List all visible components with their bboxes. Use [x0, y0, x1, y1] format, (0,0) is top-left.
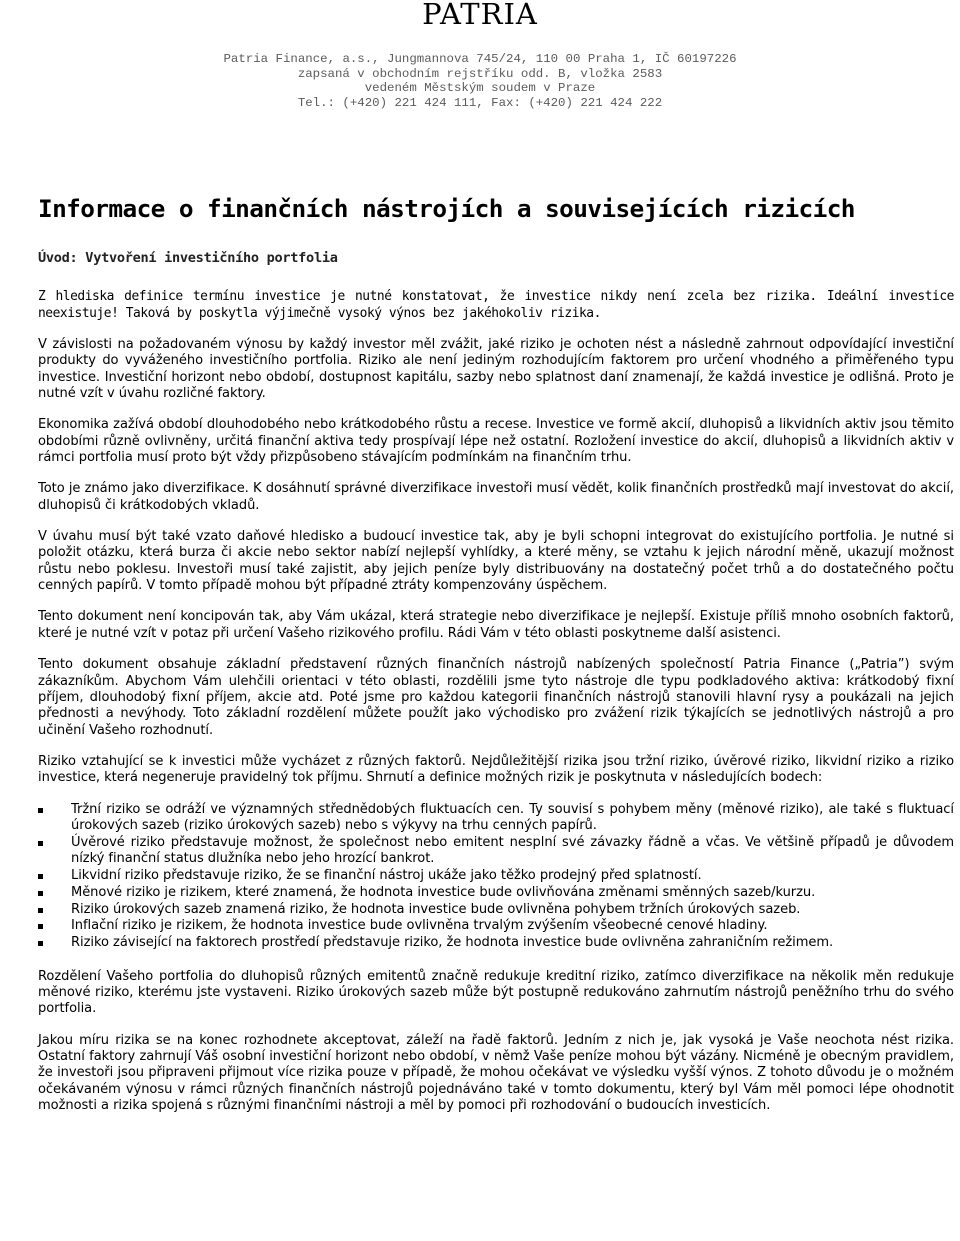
risk-list-item	[38, 802, 954, 835]
body-paragraph: V závislosti na požadovaném výnosu by každý investor měl zvážit, jaké riziko je ochoten nést a následně zahrnout odpovídající investiční produkty do vyváženého investičního portfolia. Riziko ale není jediným rozhodujícím faktorem pro určení vhodného a přiměřeného typu investice. Investiční horizont nebo období, dostupnost kapitálu, sazby nebo splatnost daní znamenají, že každá investice je odlišná. Proto je nutné vzít v úvahu rozličné faktory.	[38, 337, 954, 402]
company-line: Patria Finance, a.s., Jungmannova 745/24, 110 00 Praha 1, IČ 60197226	[223, 52, 737, 66]
risk-list-text: Tržní riziko se odráží ve významných střednědobých fluktuacích cen. Ty souvisí s pohybem měny (měnové riziko), ale také s fluktuací úrokových sazeb (riziko úrokových sazeb) nebo s výkyvy na trhu cenných papírů.	[71, 801, 954, 833]
bullet-square-icon	[38, 924, 43, 929]
closing-paragraph: Jakou míru rizika se na konec rozhodnete akceptovat, záleží na řadě faktorů. Jedním z nich je, jak vysoká je Vaše neochota nést rizika. Ostatní faktory zahrnují Váš osobní investiční horizont nebo období, v němž Vaše peníze mohou být vázány. Nicméně je obecným pravidlem, že investoři jsou připraveni přijmout více rizika pouze v případě, že mohou očekávat ve výsledku vyšší výnos. Z tohoto důvodu je o možném očekávaném výnosu v rámci různých finančních nástrojů pojednáváno také v tomto dokumentu, který byl Vám měl pomoci lépe ohodnotit možnosti a rizika spojená s různými finančními nástroji a měl by pomoci při rozhodování o budoucích investicích.	[38, 1032, 954, 1114]
risk-list-text: Likvidní riziko představuje riziko, že se finanční nástroj ukáže jako těžko prodejný před splatností.	[71, 867, 702, 883]
document-title: Informace o finančních nástrojích a souvisejících rizicích	[38, 194, 855, 223]
risk-list-item	[38, 902, 954, 918]
body-paragraph: Toto je známo jako diverzifikace. K dosáhnutí správné diverzifikace investoři musí vědět, kolik finančních prostředků mají investovat do akcií, dluhopisů či krátkodobých vkladů.	[38, 481, 954, 513]
body-paragraph: Tento dokument obsahuje základní představení různých finančních nástrojů nabízených společností Patria Finance („Patria”) svým zákazníkům. Abychom Vám ulehčili orientaci v této oblasti, rozdělili jsme tyto nástroje dle typu podkladového aktiva: krátkodobý fixní příjem, dlouhodobý fixní příjem, akcie atd. Poté jsme pro každou kategorii finančních nástrojů stanovili hlavní rysy a poukázali na jejich přednosti a nevýhody. Toto základní rozdělení můžete použít jako východisko pro zvážení rizik týkajících se jednotlivých nástrojů a pro učinění Vašeho rozhodnutí.	[38, 657, 954, 738]
body-paragraph: Tento dokument není koncipován tak, aby Vám ukázal, která strategie nebo diverzifikace je nejlepší. Existuje příliš mnoho osobních faktorů, které je nutné vzít v potaz při určení Vašeho rizikového profilu. Rádi Vám v této oblasti poskytneme další asistenci.	[38, 609, 954, 641]
risk-list-item	[38, 885, 954, 901]
risk-list	[38, 802, 954, 952]
body-paragraph: Riziko vztahující se k investici může vycházet z různých faktorů. Nejdůležitější rizika jsou tržní riziko, úvěrové riziko, likvidní riziko a riziko investice, která negeneruje pravidelný tok příjmu. Shrnutí a definice možných rizik je poskytnuta v následujících bodech:	[38, 753, 954, 786]
risk-list-text: Riziko závisející na faktorech prostředí představuje riziko, že hodnota investice bude ovlivněna zahraničním režimem.	[71, 935, 834, 951]
bullet-square-icon	[38, 908, 43, 913]
risk-list-item	[38, 935, 954, 951]
risk-list-text: Inflační riziko je rizikem, že hodnota investice bude ovlivněna trvalým zvýšením všeobecné cenové hladiny.	[71, 918, 768, 934]
company-info	[0, 52, 960, 110]
company-line: zapsaná v obchodním rejstříku odd. B, vložka 2583	[297, 66, 663, 81]
company-line: vedeném Městským soudem v Praze	[364, 81, 596, 95]
company-logo: PATRIA	[422, 0, 538, 31]
intro-heading: Úvod: Vytvoření investičního portfolia	[38, 250, 338, 266]
bullet-square-icon	[38, 808, 43, 813]
document-body	[38, 337, 954, 1129]
company-line: Tel.: (+420) 221 424 111, Fax: (+420) 221 424 222	[297, 95, 663, 110]
risk-list-item	[38, 868, 954, 884]
risk-list-text: Riziko úrokových sazeb znamená riziko, že hodnota investice bude ovlivněna pohybem tržních úrokových sazeb.	[71, 901, 801, 917]
body-paragraph: Ekonomika zažívá období dlouhodobého nebo krátkodobého růstu a recese. Investice ve formě akcií, dluhopisů a likvidních aktiv jsou těmito obdobími různě ovlivněny, určitá finanční aktiva tedy prospívají lépe než ostatní. Rozložení investice do akcií, dluhopisů a likvidních aktiv v rámci portfolia musí proto být vždy přizpůsobeno stávajícím podmínkám na finančním trhu.	[38, 417, 954, 466]
bullet-square-icon	[38, 891, 43, 896]
closing-paragraph: Rozdělení Vašeho portfolia do dluhopisů různých emitentů značně redukuje kreditní riziko, zatímco diverzifikace na několik měn redukuje měnové riziko, kterému jste vystaveni. Riziko úrokových sazeb může být postupně redukováno zahrnutím nástrojů peněžního trhu do svého portfolia.	[38, 968, 954, 1017]
risk-list-item	[38, 835, 954, 868]
bullet-square-icon	[38, 874, 43, 879]
risk-list-text: Úvěrové riziko představuje možnost, že společnost nebo emitent nesplní své závazky řádně a včas. Ve většině případů je důvodem nízký finanční status dlužníka nebo jeho hrozící bankrot.	[71, 834, 954, 867]
intro-paragraph: Z hlediska definice termínu investice je nutné konstatovat, že investice nikdy není zcela bez rizika. Ideální investice neexistuje! Taková by poskytla výjimečně vysoký výnos bez jakéhokoliv rizika.	[38, 289, 954, 321]
bullet-square-icon	[38, 841, 43, 846]
risk-list-text: Měnové riziko je rizikem, které znamená, že hodnota investice bude ovlivňována změnami směnných sazeb/kurzu.	[71, 884, 816, 900]
body-paragraph: V úvahu musí být také vzato daňové hledisko a budoucí investice tak, aby je byli schopni integrovat do existujícího portfolia. Je nutné si položit otázku, která burza či akcie nebo sektor nabízí nejlepší vyhlídky, a které měny, se vztahu k jejich národní měně, ukazují možnost růstu nebo poklesu. Investoři musí také zajistit, aby jejich peníze byly distribuovány na dostatečný počet trhů a do dostatečného počtu cenných papírů. V tomto případě mohou být případné ztráty kompenzovány úspěchem.	[38, 529, 954, 594]
bullet-square-icon	[38, 941, 43, 946]
risk-list-item	[38, 918, 954, 934]
